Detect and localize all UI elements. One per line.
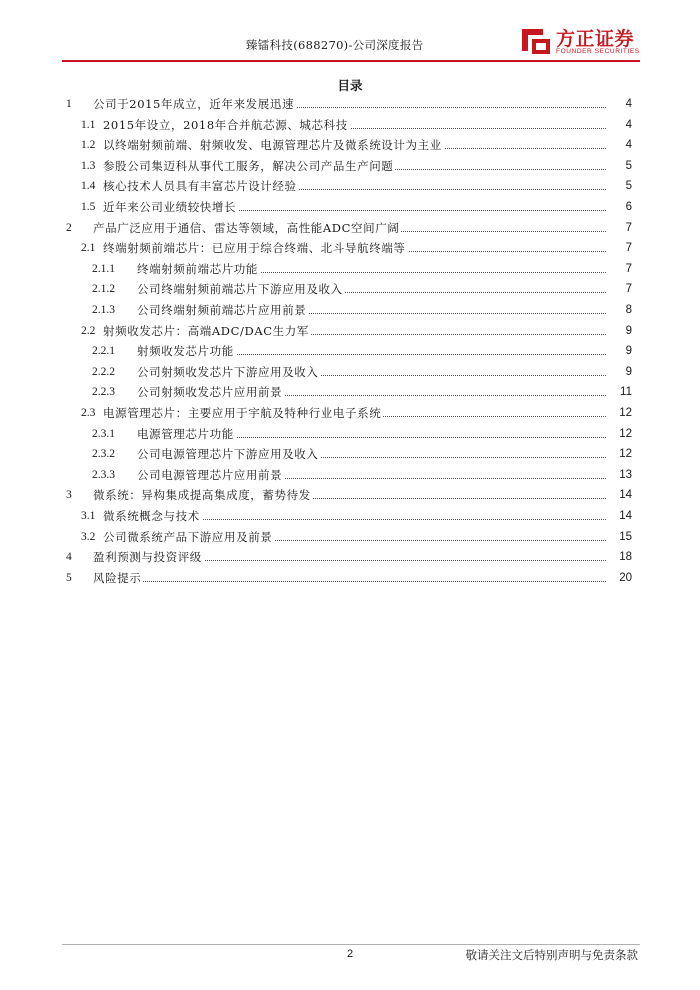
toc-entry-title: 核心技术人员具有丰富芯片设计经验 xyxy=(103,179,297,194)
toc-entry[interactable] xyxy=(0,116,700,134)
toc-entry-title: 产品广泛应用于通信、雷达等领域，高性能ADC空间广阔 xyxy=(93,220,400,235)
toc-entry-title: 射频收发芯片：高端ADC/DAC生力军 xyxy=(103,323,309,338)
toc-entry[interactable] xyxy=(0,404,700,422)
toc-entry-page: 9 xyxy=(625,345,632,358)
toc-entry-number: 3 xyxy=(66,489,72,502)
toc-entry-title: 公司电源管理芯片下游应用及收入 xyxy=(137,447,319,462)
toc-entry-page: 12 xyxy=(619,407,632,419)
toc-entry-page: 4 xyxy=(625,118,632,131)
toc-entry[interactable] xyxy=(0,136,700,154)
toc-entry-page: 7 xyxy=(625,262,632,275)
toc-entry[interactable] xyxy=(0,219,700,237)
toc-entry-number: 2.1.1 xyxy=(92,262,115,275)
toc-entry-page: 5 xyxy=(625,159,632,172)
toc-entry-number: 3.2 xyxy=(81,530,96,543)
toc-entry-number: 2.3.1 xyxy=(92,427,115,440)
toc-entry-page: 20 xyxy=(619,571,632,584)
toc-entry-page: 8 xyxy=(625,304,632,316)
toc-entry-page: 7 xyxy=(625,283,632,296)
toc-entry[interactable] xyxy=(0,260,700,278)
toc-entry-page: 7 xyxy=(625,242,632,255)
founder-logo-mark-icon xyxy=(519,23,553,57)
toc-entry-number: 1.3 xyxy=(81,159,96,172)
toc-entry[interactable] xyxy=(0,569,700,587)
toc-dot-leader xyxy=(93,581,606,582)
footer-disclaimer: 敬请关注文后特别声明与免责条款 xyxy=(465,948,638,962)
toc-entry-number: 2.2.1 xyxy=(92,345,115,358)
toc-entry[interactable] xyxy=(0,301,700,319)
toc-entry-title: 2015年设立，2018年合并航芯源、城芯科技 xyxy=(103,117,348,132)
toc-entry-title: 公司射频收发芯片下游应用及收入 xyxy=(137,364,319,379)
toc-entry[interactable] xyxy=(0,548,700,566)
toc-entry-page: 15 xyxy=(619,530,632,543)
toc-entry-number: 2 xyxy=(66,221,72,234)
toc-entry[interactable] xyxy=(0,95,700,113)
toc-entry-page: 4 xyxy=(625,98,632,110)
logo-english-name: FOUNDER SECURITIES xyxy=(556,48,640,55)
toc-entry-number: 2.2 xyxy=(81,324,96,337)
toc-entry-page: 13 xyxy=(619,468,632,481)
toc-entry-number: 1 xyxy=(66,98,72,110)
toc-entry-title: 参股公司集迈科从事代工服务，解决公司产品生产问题 xyxy=(103,158,394,173)
toc-entry-page: 18 xyxy=(619,551,632,564)
toc-entry-number: 1.1 xyxy=(81,118,96,131)
toc-entry[interactable] xyxy=(0,425,700,443)
toc-entry-title: 公司电源管理芯片应用前景 xyxy=(137,467,283,482)
toc-entry-number: 2.3.3 xyxy=(92,468,115,481)
toc-entry-title: 公司终端射频前端芯片下游应用及收入 xyxy=(137,282,343,297)
toc-entry-title: 微系统概念与技术 xyxy=(103,509,200,523)
toc-entry-page: 9 xyxy=(625,365,632,378)
toc-entry[interactable] xyxy=(0,322,700,340)
toc-entry-number: 2.3 xyxy=(81,407,96,419)
report-header-title: 臻镭科技(688270)-公司深度报告 xyxy=(246,38,424,52)
toc-entry[interactable] xyxy=(0,157,700,175)
toc-entry[interactable] xyxy=(0,507,700,525)
toc-entry-title: 公司微系统产品下游应用及前景 xyxy=(103,529,273,544)
toc-entry-number: 5 xyxy=(66,571,72,584)
toc-entry-title: 近年来公司业绩较快增长 xyxy=(103,200,237,214)
toc-entry-title: 风险提示 xyxy=(93,570,142,585)
toc-entry-number: 2.1.3 xyxy=(92,304,115,316)
toc-entry-number: 2.2.2 xyxy=(92,365,115,378)
toc-entry-page: 14 xyxy=(619,489,632,502)
toc-entry-number: 2.1 xyxy=(81,242,96,255)
toc-entry-number: 2.3.2 xyxy=(92,448,115,461)
toc-entry-page: 5 xyxy=(625,180,632,193)
toc-entry[interactable] xyxy=(0,445,700,463)
toc-entry[interactable] xyxy=(0,342,700,360)
toc-entry-page: 12 xyxy=(619,448,632,461)
toc-entry[interactable] xyxy=(0,383,700,401)
toc-entry-number: 4 xyxy=(66,551,72,564)
toc-entry-title: 终端射频前端芯片功能 xyxy=(137,261,258,276)
toc-entry[interactable] xyxy=(0,280,700,298)
toc-entry-title: 公司终端射频前端芯片应用前景 xyxy=(137,303,307,317)
toc-entry-page: 6 xyxy=(625,201,632,213)
toc-entry[interactable] xyxy=(0,363,700,381)
toc-entry-title: 电源管理芯片功能 xyxy=(137,426,234,441)
footer-divider xyxy=(62,944,640,945)
toc-entry-number: 2.1.2 xyxy=(92,283,115,296)
toc-entry-page: 7 xyxy=(625,221,632,234)
toc-heading: 目录 xyxy=(337,78,363,93)
toc-entry-page: 9 xyxy=(625,324,632,337)
toc-entry[interactable] xyxy=(0,239,700,257)
toc-entry[interactable] xyxy=(0,177,700,195)
logo-chinese-name: 方正证券 xyxy=(556,28,635,50)
toc-entry-title: 微系统：异构集成提高集成度，蓄势待发 xyxy=(93,488,311,503)
founder-securities-logo xyxy=(519,23,639,57)
toc-entry-number: 1.5 xyxy=(81,201,96,213)
toc-entry[interactable] xyxy=(0,198,700,216)
toc-entry-title: 公司射频收发芯片应用前景 xyxy=(137,385,283,400)
toc-entry-title: 终端射频前端芯片：已应用于综合终端、北斗导航终端等 xyxy=(103,241,406,256)
toc-entry-page: 11 xyxy=(620,386,632,399)
toc-entry-number: 3.1 xyxy=(81,510,96,522)
toc-entry-title: 射频收发芯片功能 xyxy=(137,344,234,359)
toc-entry-title: 公司于2015年成立，近年来发展迅速 xyxy=(93,97,295,111)
toc-entry[interactable] xyxy=(0,528,700,546)
toc-entry-page: 12 xyxy=(619,427,632,440)
toc-entry-number: 2.2.3 xyxy=(92,386,115,399)
toc-entry[interactable] xyxy=(0,486,700,504)
toc-entry-number: 1.2 xyxy=(81,139,96,152)
toc-entry-page: 4 xyxy=(625,139,632,152)
toc-entry-title: 以终端射频前端、射频收发、电源管理芯片及微系统设计为主业 xyxy=(103,138,442,153)
header-divider xyxy=(62,60,640,62)
toc-entry[interactable] xyxy=(0,466,700,484)
toc-entry-title: 盈利预测与投资评级 xyxy=(93,550,202,565)
footer-page-number: 2 xyxy=(346,948,354,960)
toc-entry-title: 电源管理芯片：主要应用于宇航及特种行业电子系统 xyxy=(103,406,382,420)
toc-entry-number: 1.4 xyxy=(81,180,96,193)
toc-entry-page: 14 xyxy=(619,510,632,522)
